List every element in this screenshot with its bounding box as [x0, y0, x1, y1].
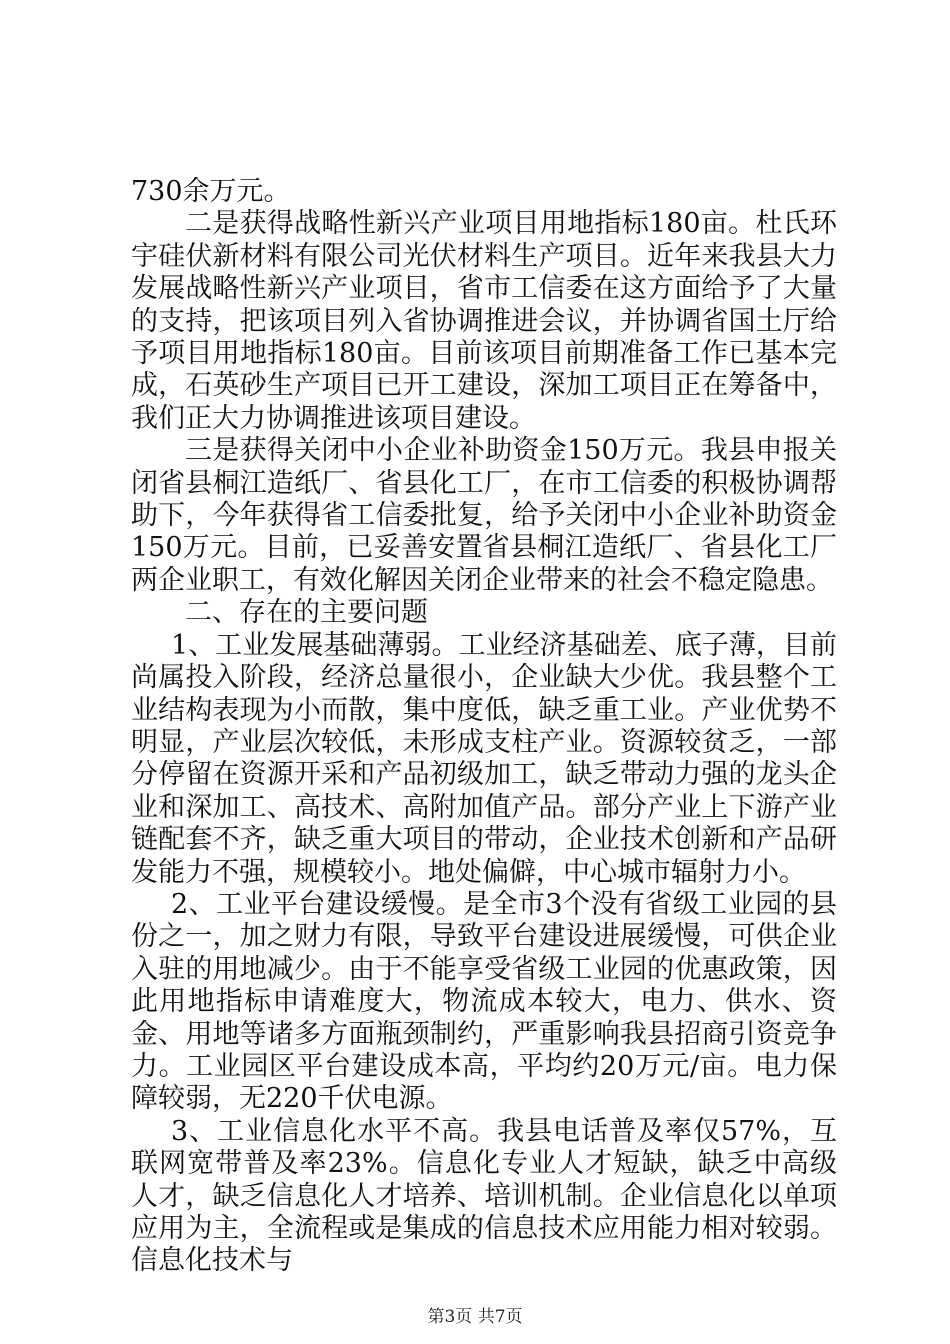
section-heading: 二、存在的主要问题	[185, 597, 428, 629]
paragraph-2: 二是获得战略性新兴产业项目用地指标180亩。杜氏环宇硅伏新材料有限公司光伏材料生产项目。近年来我县大力发展战略性新兴产业项目，省市工信委在这方面给予了大量的支持，把该项目列入省协调推进会议，并协调省国土厅给予项目用地指标180亩。目前该项目前期准备工作已基本完成，石英砂生产项目已开工建设，深加工项目正在筹备中，我们正大力协调推进该项目建设。	[131, 208, 837, 434]
paragraph-issue-1: 1、工业发展基础薄弱。工业经济基础差、底子薄，目前尚属投入阶段，经济总量很小，企业缺大少优。我县整个工业结构表现为小而散，集中度低，缺乏重工业。产业优势不明显，产业层次较低，未形成支柱产业。资源较贫乏，一部分停留在资源开采和产品初级加工，缺乏带动力强的龙头企业和深加工、高技术、高附加值产品。部分产业上下游产业链配套不齐，缺乏重大项目的带动，企业技术创新和产品研发能力不强，规模较小。地处偏僻，中心城市辐射力小。	[131, 629, 837, 888]
paragraph-issue-3: 3、工业信息化水平不高。我县电话普及率仅57%，互联网宽带普及率23%。信息化专业人才短缺，缺乏中高级人才，缺乏信息化人才培养、培训机制。企业信息化以单项应用为主，全流程或是集成的信息技术应用能力相对较弱。信息化技术与	[131, 1115, 837, 1277]
page-number-footer: 第3页 共7页	[427, 1307, 523, 1327]
paragraph-1: 730余万元。	[131, 176, 291, 207]
paragraph-3: 三是获得关闭中小企业补助资金150万元。我县申报关闭省县桐江造纸厂、省县化工厂，在市工信委的积极协调帮助下，今年获得省工信委批复，给予关闭中小企业补助资金150万元。目前，已妥善安置省县桐江造纸厂、省县化工厂两企业职工，有效化解因关闭企业带来的社会不稳定隐患。	[131, 435, 837, 596]
paragraph-issue-2: 2、工业平台建设缓慢。是全市3个没有省级工业园的县份之一，加之财力有限，导致平台建设进展缓慢，可供企业入驻的用地减少。由于不能享受省级工业园的优惠政策，因此用地指标申请难度大，物流成本较大，电力、供水、资金、用地等诸多方面瓶颈制约，严重影响我县招商引资竞争力。工业园区平台建设成本高，平均约20万元/亩。电力保障较弱，无220千伏电源。	[131, 888, 837, 1115]
document-body	[131, 176, 837, 1278]
